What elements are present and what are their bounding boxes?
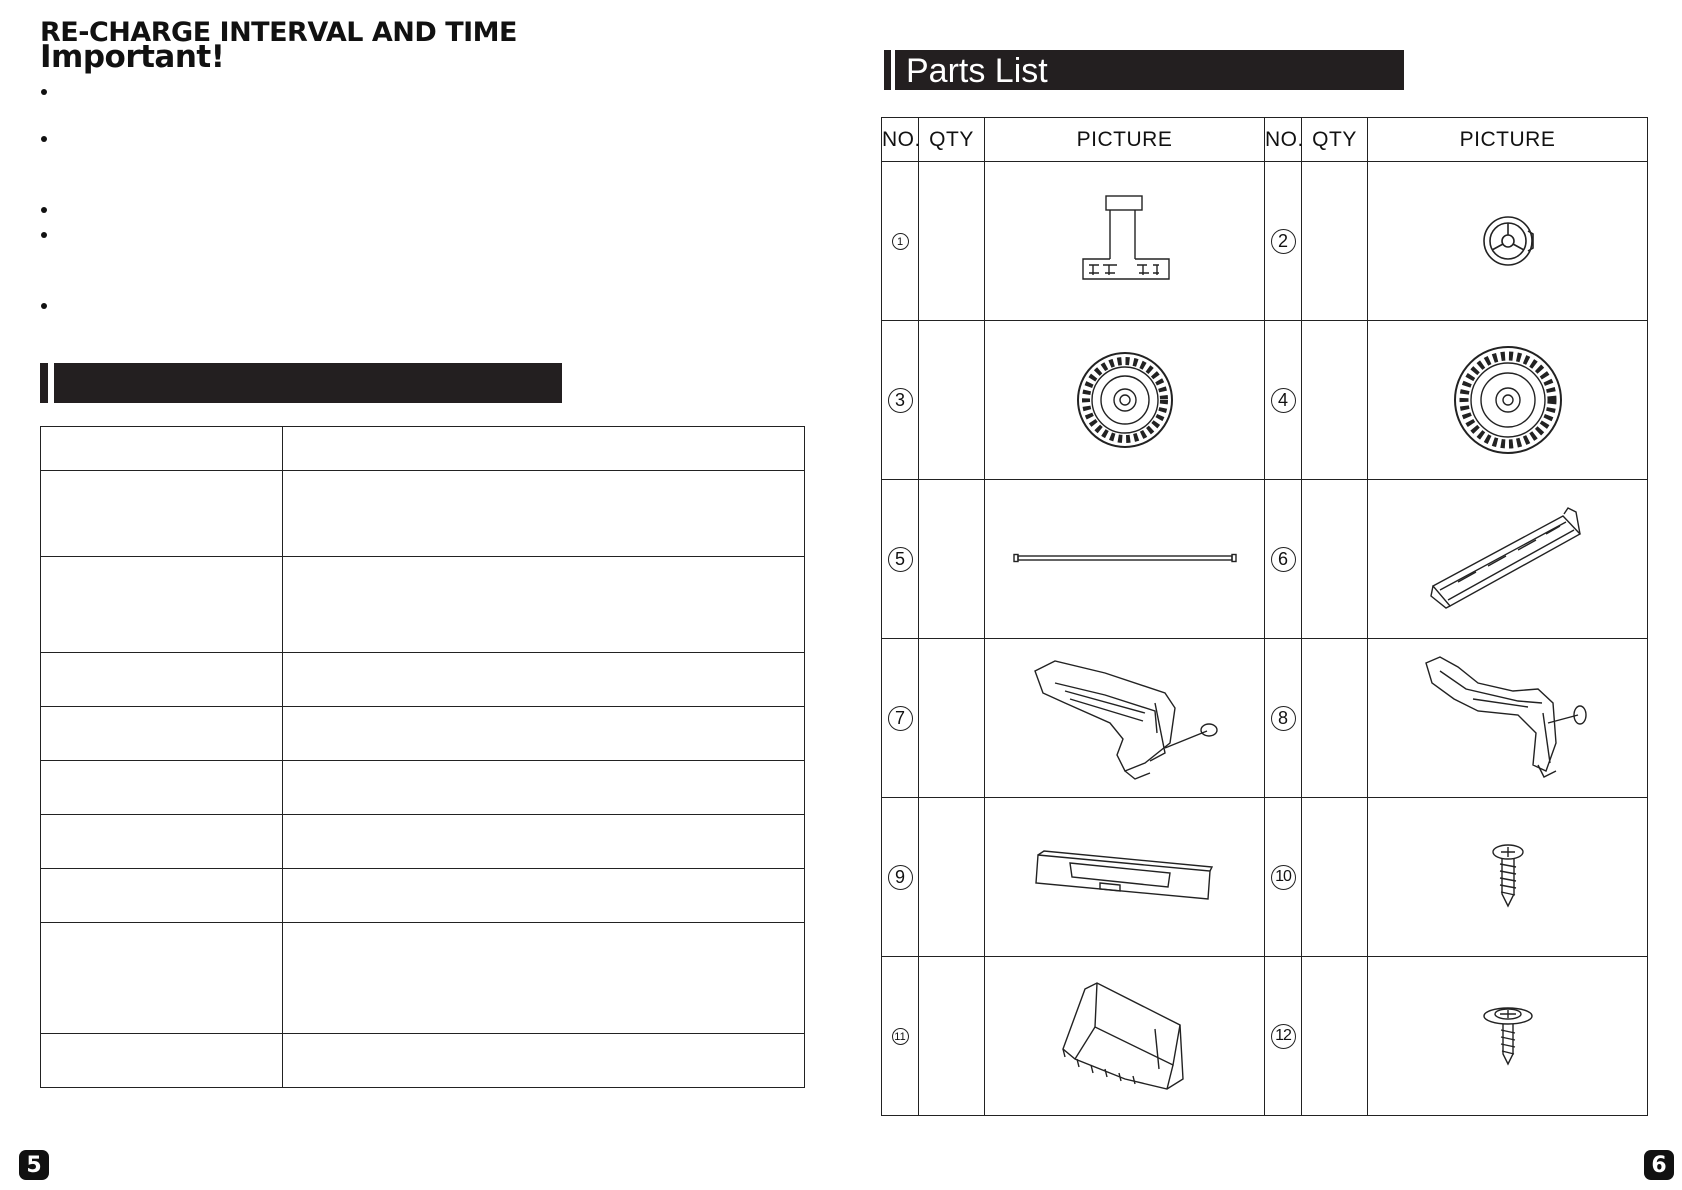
table-row bbox=[882, 162, 1648, 321]
part-qty bbox=[919, 321, 985, 480]
part-number: 1 bbox=[892, 233, 909, 250]
table-row bbox=[41, 923, 805, 1034]
row-value bbox=[283, 869, 805, 923]
row-label bbox=[41, 653, 283, 707]
part-qty bbox=[919, 162, 985, 321]
row-value bbox=[283, 471, 805, 557]
washer-screw-icon bbox=[1478, 1004, 1538, 1069]
part-qty bbox=[1302, 639, 1368, 798]
section-title-bar bbox=[54, 363, 562, 403]
part-number: 8 bbox=[1271, 706, 1296, 731]
part-number: 6 bbox=[1271, 547, 1296, 572]
page-title: RE-CHARGE INTERVAL AND TIME bbox=[40, 17, 517, 48]
part-qty bbox=[1302, 957, 1368, 1116]
part-number: 11 bbox=[892, 1028, 909, 1045]
row-value bbox=[283, 1034, 805, 1088]
column-header: NO. bbox=[1265, 118, 1302, 162]
part-qty bbox=[919, 639, 985, 798]
part-number: 4 bbox=[1271, 388, 1296, 413]
screw-icon bbox=[1488, 842, 1528, 912]
row-value bbox=[283, 427, 805, 471]
row-value bbox=[283, 923, 805, 1034]
row-label bbox=[41, 761, 283, 815]
row-label bbox=[41, 815, 283, 869]
table-row bbox=[882, 321, 1648, 480]
part-qty bbox=[919, 480, 985, 639]
column-header: PICTURE bbox=[1368, 118, 1648, 162]
table-row bbox=[41, 471, 805, 557]
bullet-point bbox=[41, 232, 47, 238]
parts-table bbox=[881, 117, 1648, 1116]
loader-bucket-icon bbox=[1055, 979, 1195, 1094]
column-header: NO. bbox=[882, 118, 919, 162]
important-heading: Important! bbox=[40, 39, 225, 75]
table-row bbox=[41, 427, 805, 471]
column-header: QTY bbox=[919, 118, 985, 162]
row-value bbox=[283, 815, 805, 869]
row-label bbox=[41, 869, 283, 923]
spec-table bbox=[40, 426, 805, 1088]
row-label bbox=[41, 707, 283, 761]
left-loader-arm-icon bbox=[1025, 653, 1225, 783]
bullet-point bbox=[41, 136, 47, 142]
column-header: QTY bbox=[1302, 118, 1368, 162]
bullet-point bbox=[41, 89, 47, 95]
part-qty bbox=[1302, 480, 1368, 639]
row-label bbox=[41, 1034, 283, 1088]
section-bar-accent bbox=[40, 363, 48, 403]
front-wheel-icon bbox=[1075, 350, 1175, 450]
table-row bbox=[41, 761, 805, 815]
wheel-hub-cap-icon bbox=[1473, 206, 1543, 276]
table-row bbox=[882, 798, 1648, 957]
arm-connector-bar-icon bbox=[1030, 847, 1220, 907]
bullet-point bbox=[41, 207, 47, 213]
table-row bbox=[41, 815, 805, 869]
header-row bbox=[882, 118, 1648, 162]
table-row bbox=[41, 1034, 805, 1088]
part-qty bbox=[919, 957, 985, 1116]
row-value bbox=[283, 707, 805, 761]
row-label bbox=[41, 427, 283, 471]
rear-wheel-icon bbox=[1452, 344, 1564, 456]
part-number: 9 bbox=[888, 865, 913, 890]
part-qty bbox=[1302, 321, 1368, 480]
part-number: 12 bbox=[1271, 1024, 1296, 1049]
page-number-right: 6 bbox=[1644, 1150, 1674, 1180]
table-row bbox=[41, 869, 805, 923]
row-label bbox=[41, 923, 283, 1034]
part-number: 2 bbox=[1271, 229, 1296, 254]
battery-connector-icon bbox=[1075, 191, 1175, 291]
part-number: 7 bbox=[888, 706, 913, 731]
part-number: 10 bbox=[1271, 865, 1296, 890]
page-number-left: 5 bbox=[19, 1150, 49, 1180]
part-qty bbox=[1302, 798, 1368, 957]
part-qty bbox=[1302, 162, 1368, 321]
row-label bbox=[41, 471, 283, 557]
part-qty bbox=[919, 798, 985, 957]
axle-rod-icon bbox=[1010, 549, 1240, 569]
row-value bbox=[283, 653, 805, 707]
bucket-arm-crossbar-icon bbox=[1428, 504, 1588, 614]
table-row bbox=[41, 557, 805, 653]
bullet-point bbox=[41, 303, 47, 309]
row-value bbox=[283, 761, 805, 815]
row-label bbox=[41, 557, 283, 653]
part-number: 3 bbox=[888, 388, 913, 413]
table-row bbox=[882, 480, 1648, 639]
row-value bbox=[283, 557, 805, 653]
table-row bbox=[882, 957, 1648, 1116]
part-number: 5 bbox=[888, 547, 913, 572]
parts-list-title: Parts List bbox=[906, 52, 1048, 90]
column-header: PICTURE bbox=[985, 118, 1265, 162]
table-row bbox=[41, 707, 805, 761]
table-row bbox=[882, 639, 1648, 798]
table-row bbox=[41, 653, 805, 707]
section-bar-accent bbox=[884, 50, 891, 90]
right-loader-arm-icon bbox=[1418, 653, 1598, 783]
